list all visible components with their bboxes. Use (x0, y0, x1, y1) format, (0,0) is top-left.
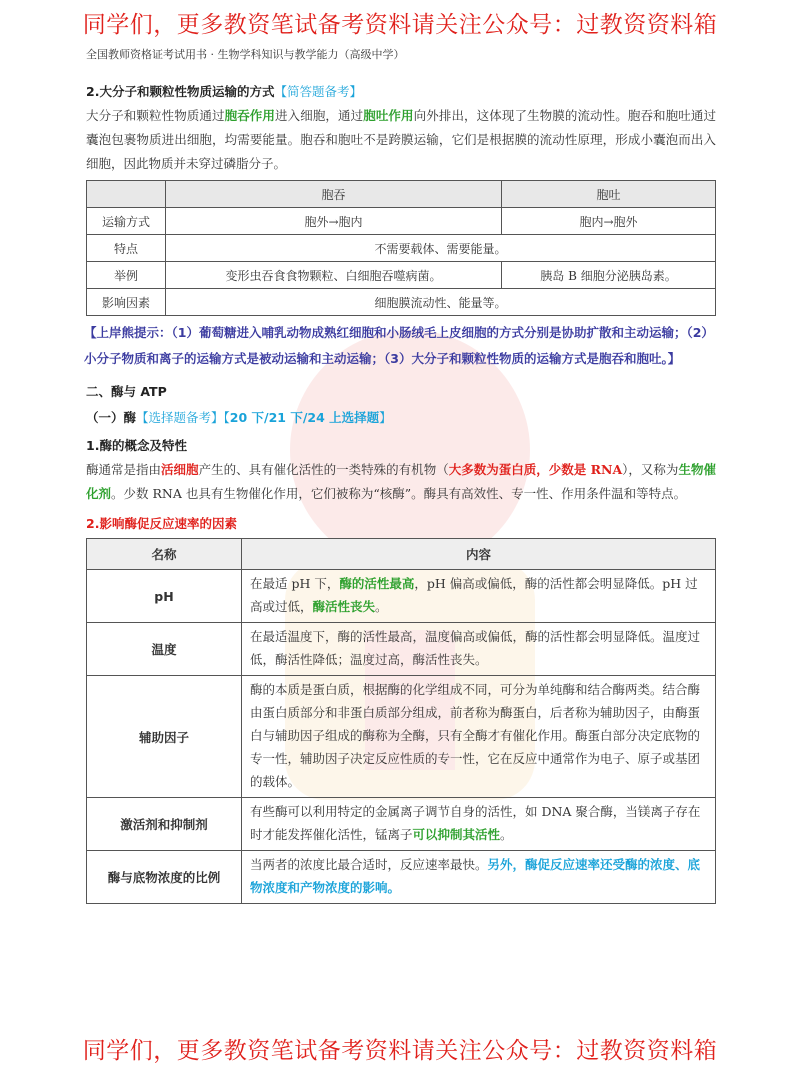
table-cell (242, 570, 716, 623)
tip-box: 【上岸熊提示：（1）葡萄糖进入哺乳动物成熟红细胞和小肠绒毛上皮细胞的方式分别是协助扩散和主动运输；（2）小分子物质和离子的运输方式是被动运输和主动运输；（3）大分子和颗粒性物质的运输方式是胞吞和胞吐。】 (84, 325, 714, 366)
row-label: 举例 (87, 262, 166, 289)
subsection-name: （一）酶 (86, 410, 137, 425)
subsection-tag: 【选择题备考】 (136, 410, 224, 425)
table-cell: 细胞膜流动性、能量等。 (166, 289, 716, 316)
exam-years: 20 下/21 下/24 上选择题 (229, 410, 380, 425)
para-text: 大分子和颗粒性物质通过 (86, 108, 225, 123)
bracket: 】 (379, 410, 392, 425)
bracket: 【 (223, 410, 230, 425)
main-content (86, 78, 716, 904)
para-text: 。少数 RNA 也具有生物催化作用，它们被称为“核酶”。酶具有高效性、专一性、作用条件温和等特点。 (111, 486, 687, 501)
section-title-text: 2.大分子和颗粒性物质运输的方式 (86, 84, 275, 99)
table-cell: 不需要载体、需要能量。 (166, 235, 716, 262)
table-cell (242, 851, 716, 904)
para-text: ），又称为 (622, 462, 679, 477)
highlight-exocytosis: 胞吐作用 (363, 108, 414, 123)
highlight: 酶的活性最高 (339, 576, 415, 591)
row-label: 影响因素 (87, 289, 166, 316)
subsection-title (86, 408, 716, 426)
table-cell (242, 798, 716, 851)
table-row (87, 676, 716, 798)
highlight: 可以抑制其活性 (412, 827, 501, 842)
highlight-live-cell: 活细胞 (161, 462, 199, 477)
table-cell: 胞外→胞内 (166, 208, 502, 235)
cell-text: ，pH 偏高或偏低，酶的活性都会明显降低。pH 过高或过低， (250, 576, 698, 614)
section-tag: 【简答题备考】 (274, 84, 362, 99)
table-corner (87, 181, 166, 208)
table-header: 名称 (87, 539, 242, 570)
book-header: 全国教师资格证考试用书 · 生物学科知识与教学能力（高级中学） (86, 48, 405, 61)
cell-text: 在最适 pH 下， (250, 576, 340, 591)
para-text: 产生的、具有催化活性的一类特殊的有机物（ (198, 462, 449, 477)
banner-bottom: 同学们，更多教资笔试备考资料请关注公众号：过教资资料箱 (82, 1038, 718, 1064)
part-title: 二、酶与 ATP (86, 384, 167, 399)
table-cell: 胰岛 B 细胞分泌胰岛素。 (502, 262, 716, 289)
transport-table (86, 180, 716, 316)
row-label: 运输方式 (87, 208, 166, 235)
table-row (87, 851, 716, 904)
table-row (87, 289, 716, 316)
cell-text: 当两者的浓度比最合适时，反应速率最快。 (250, 857, 488, 872)
para-text: 向外排出，这体现了生物膜的流动性。胞吞和胞吐通过囊泡包裹物质进出细胞，均需要能量。胞吞和胞吐不是跨膜运输，它们是根据膜的流动性原理，形成小囊泡而出入细胞，因此物质并未穿过磷脂分子。 (86, 108, 716, 171)
row-label: 辅助因子 (87, 676, 242, 798)
highlight-protein-rna: 大多数为蛋白质，少数是 RNA (448, 462, 623, 477)
table-header: 胞吞 (166, 181, 502, 208)
banner-top: 同学们，更多教资笔试备考资料请关注公众号：过教资资料箱 (82, 12, 718, 38)
highlight: 另外，酶促反应速率还受酶的浓度、底物浓度和产物浓度的影响。 (250, 857, 701, 895)
row-label: 激活剂和抑制剂 (87, 798, 242, 851)
table-cell: 酶的本质是蛋白质，根据酶的化学组成不同，可分为单纯酶和结合酶两类。结合酶由蛋白质部分和非蛋白质部分组成，前者称为酶蛋白，后者称为辅助因子，由酶蛋白与辅助因子组成的酶称为全酶，只有全酶才有催化作用。酶蛋白部分决定底物的专一性，辅助因子决定反应性质的专一性，它在反应中通常作为电子、原子或基团的载体。 (242, 676, 716, 798)
table-cell: 在最适温度下，酶的活性最高，温度偏高或偏低，酶的活性都会明显降低。温度过低，酶活性降低；温度过高，酶活性丧失。 (242, 623, 716, 676)
factors-table (86, 538, 716, 904)
table-row (87, 570, 716, 623)
enzyme-def-title: 1.酶的概念及特性 (86, 438, 187, 453)
table-header: 胞吐 (502, 181, 716, 208)
row-label: pH (87, 570, 242, 623)
table-cell: 变形虫吞食食物颗粒、白细胞吞噬病菌。 (166, 262, 502, 289)
section-title-transport (86, 82, 716, 100)
factors-title: 2.影响酶促反应速率的因素 (86, 516, 237, 531)
table-row (87, 623, 716, 676)
table-row (87, 235, 716, 262)
highlight-endocytosis: 胞吞作用 (224, 108, 276, 123)
table-row (87, 262, 716, 289)
table-cell: 胞内→胞外 (502, 208, 716, 235)
para-text: 进入细胞，通过 (275, 108, 364, 123)
highlight-biocatalyst: 生物催化剂 (86, 462, 716, 501)
cell-text: 有些酶可以利用特定的金属离子调节自身的活性，如 DNA 聚合酶，当镁离子存在时才能发挥催化活性，锰离子 (250, 804, 701, 842)
row-label: 温度 (87, 623, 242, 676)
transport-paragraph (86, 104, 716, 176)
cell-text: 。 (375, 599, 388, 614)
table-row (87, 798, 716, 851)
enzyme-def-paragraph (86, 458, 716, 506)
table-row (87, 208, 716, 235)
row-label: 特点 (87, 235, 166, 262)
cell-text: 。 (500, 827, 513, 842)
row-label: 酶与底物浓度的比例 (87, 851, 242, 904)
para-text: 酶通常是指由 (86, 462, 162, 477)
highlight: 酶活性丧失 (312, 599, 376, 614)
table-header: 内容 (242, 539, 716, 570)
